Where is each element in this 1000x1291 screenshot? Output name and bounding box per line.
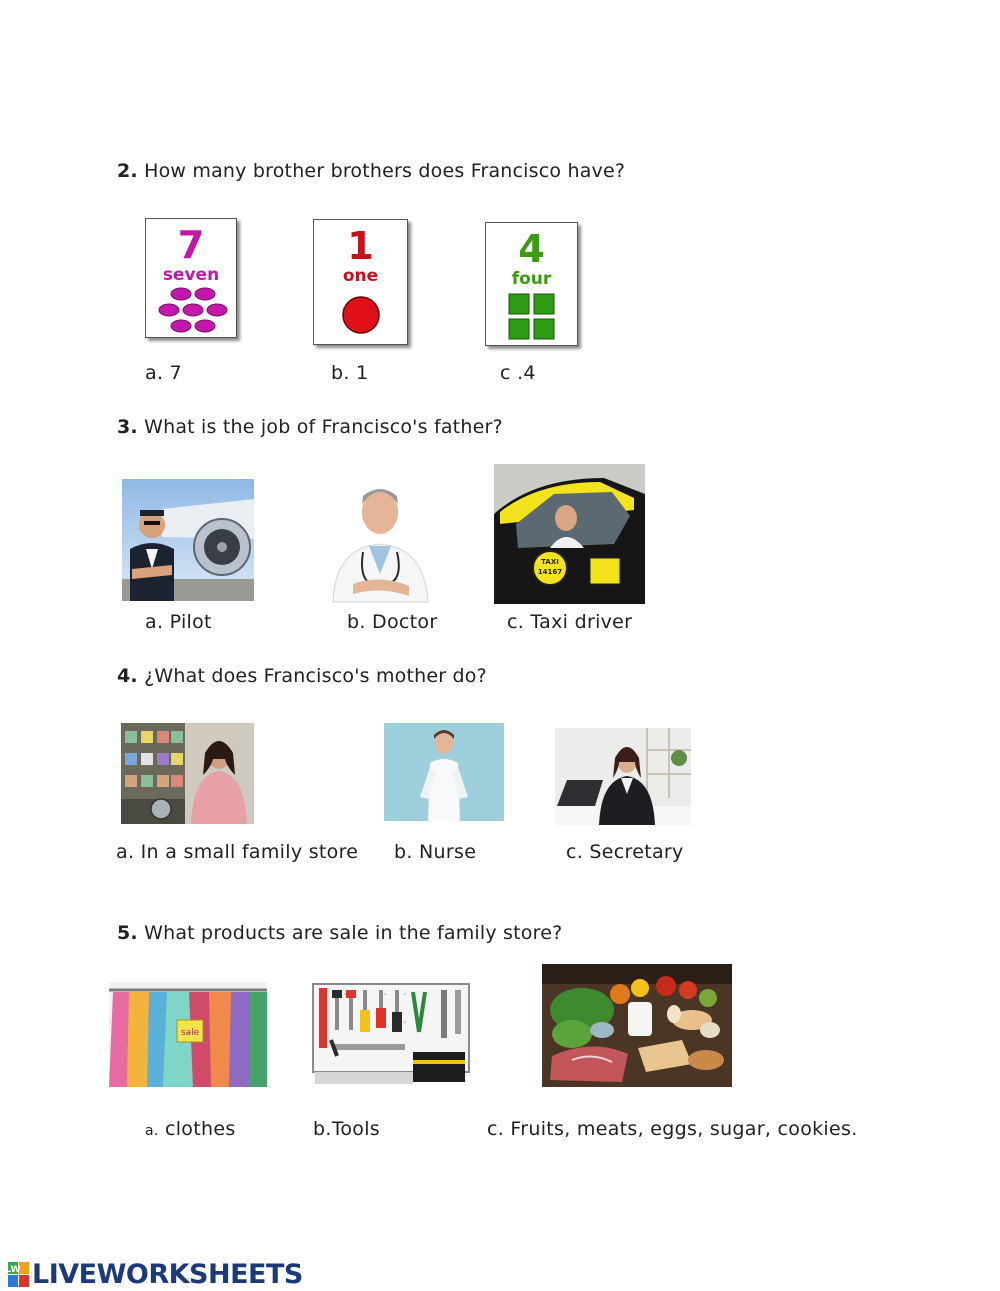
red-circle-icon	[336, 290, 386, 340]
icon-letters: LW	[5, 1264, 21, 1275]
option-text: clothes	[164, 1118, 236, 1140]
store-owner-photo	[121, 723, 254, 824]
liveworksheets-logo[interactable]	[5, 1259, 303, 1290]
number-card-four	[485, 222, 578, 346]
q5-option-c[interactable]: c. Fruits, meats, eggs, sugar, cookies.	[487, 1118, 858, 1140]
q3-option-a[interactable]: a. Pilot	[145, 611, 212, 633]
q4-option-c[interactable]: c. Secretary	[566, 841, 684, 863]
question-number: 3.	[117, 416, 138, 438]
card-word: seven	[162, 265, 220, 285]
q5-option-a[interactable]	[145, 1118, 236, 1140]
question-5	[117, 922, 562, 944]
sale-tag: sale	[180, 1028, 200, 1038]
seven-dots-icon	[151, 285, 231, 337]
q4-option-a[interactable]: a. In a small family store	[116, 841, 359, 863]
question-2	[117, 160, 625, 182]
question-text: What is the job of Francisco's father?	[144, 416, 503, 438]
q5-option-b[interactable]: b.Tools	[313, 1118, 381, 1140]
q2-option-a[interactable]: a. 7	[145, 362, 183, 384]
card-digit: 1	[347, 224, 374, 268]
question-4	[117, 665, 487, 687]
card-word: four	[511, 269, 552, 289]
question-number: 5.	[117, 922, 138, 944]
q2-option-b[interactable]: b. 1	[331, 362, 369, 384]
card-digit: 4	[518, 227, 545, 271]
question-number: 4.	[117, 665, 138, 687]
nurse-photo	[384, 723, 504, 821]
taxi-photo	[494, 464, 645, 604]
tools-photo	[305, 982, 473, 1087]
number-card-one	[313, 219, 408, 345]
q4-option-b[interactable]: b. Nurse	[394, 841, 477, 863]
clothes-photo	[109, 982, 267, 1087]
doctor-photo	[323, 474, 438, 602]
green-squares-icon	[507, 292, 557, 342]
liveworksheets-icon	[5, 1262, 30, 1288]
pilot-photo	[122, 479, 254, 601]
question-3	[117, 416, 503, 438]
card-word: one	[342, 266, 379, 286]
question-text: What products are sale in the family store?	[144, 922, 563, 944]
taxi-sign: TAXI	[541, 558, 559, 566]
secretary-photo	[555, 728, 691, 825]
number-card-seven	[145, 218, 237, 338]
question-number: 2.	[117, 160, 138, 182]
q2-option-c[interactable]: c .4	[500, 362, 536, 384]
question-text: ¿What does Francisco's mother do?	[144, 665, 487, 687]
brand-name: LIVEWORKSHEETS	[32, 1259, 303, 1290]
question-text: How many brother brothers does Francisco have?	[144, 160, 626, 182]
food-photo	[542, 964, 732, 1087]
q3-option-b[interactable]: b. Doctor	[347, 611, 438, 633]
q3-option-c[interactable]: c. Taxi driver	[507, 611, 633, 633]
card-digit: 7	[177, 223, 205, 267]
option-letter: a.	[145, 1123, 159, 1139]
taxi-number: 14167	[537, 568, 563, 576]
